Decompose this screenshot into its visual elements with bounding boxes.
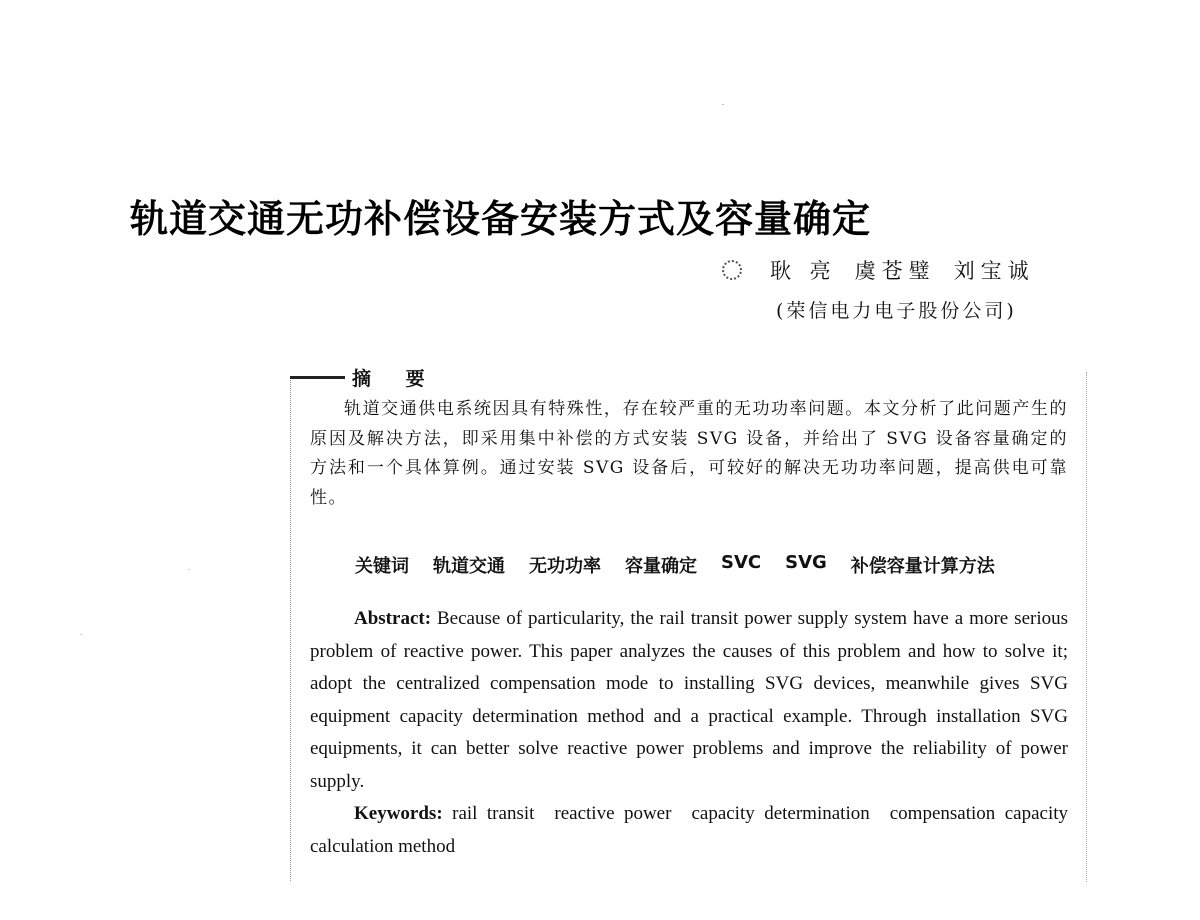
abstract-zh xyxy=(310,395,1068,513)
author-name: 虞苍璧 xyxy=(854,259,936,283)
abstract-heading: 摘 要 xyxy=(352,368,439,390)
abstract-en xyxy=(310,603,1068,863)
keywords-zh-label: 关键词 xyxy=(355,556,409,577)
keyword-zh: 容量确定 xyxy=(625,556,697,577)
paper-title: 轨道交通无功补偿设备安装方式及容量确定 xyxy=(130,196,872,242)
keyword-en: capacity determination xyxy=(691,803,870,824)
keyword-zh: 无功功率 xyxy=(529,556,601,577)
keyword-zh: 轨道交通 xyxy=(433,556,505,577)
abstract-frame-left xyxy=(290,376,291,881)
author-name: 刘宝诚 xyxy=(953,259,1035,283)
abstract-en-label: Abstract: xyxy=(354,608,432,629)
keyword-en: compensation capacity calculation method xyxy=(310,803,1069,857)
scan-speck xyxy=(188,569,190,570)
affiliation: (荣信电力电子股份公司) xyxy=(776,300,1017,322)
abstract-rule xyxy=(290,376,345,379)
keywords-en xyxy=(310,798,1068,863)
keyword-zh: SVG xyxy=(785,552,827,573)
keyword-zh: SVC xyxy=(721,552,762,573)
abstract-zh-text: 轨道交通供电系统因具有特殊性，存在较严重的无功功率问题。本文分析了此问题产生的原因及解决方法，即采用集中补偿的方式安装 SVG 设备，并给出了 SVG 设备容量确定的方法和一个具体算例。通过安装 SVG 设备后，可较好的解决无功功率问题，提高供电可靠性。 xyxy=(310,399,1068,508)
author-mark-icon xyxy=(722,260,742,280)
abstract-en-text: Because of particularity, the rail transit power supply system have a more serious problem of reactive power. This paper analyzes the causes of this problem and how to solve it; adopt the centralized compensation mode to installing SVG devices, meanwhile gives SVG equipment capacity determination method and a practical example. Through installation SVG equipments, it can better solve reactive power problems and improve the reliability of power supply. xyxy=(310,608,1069,792)
author-name: 耿 亮 xyxy=(770,259,837,283)
scan-speck xyxy=(80,634,82,635)
author-line xyxy=(722,255,1035,285)
abstract-frame-right xyxy=(1086,372,1087,882)
keyword-en: reactive power xyxy=(554,803,672,824)
scan-speck xyxy=(722,104,724,105)
abstract-en-paragraph xyxy=(310,603,1068,798)
keywords-en-label: Keywords: xyxy=(354,803,443,824)
keyword-en: rail transit xyxy=(452,803,535,824)
keywords-zh xyxy=(355,552,995,578)
keyword-zh: 补偿容量计算方法 xyxy=(850,556,995,577)
